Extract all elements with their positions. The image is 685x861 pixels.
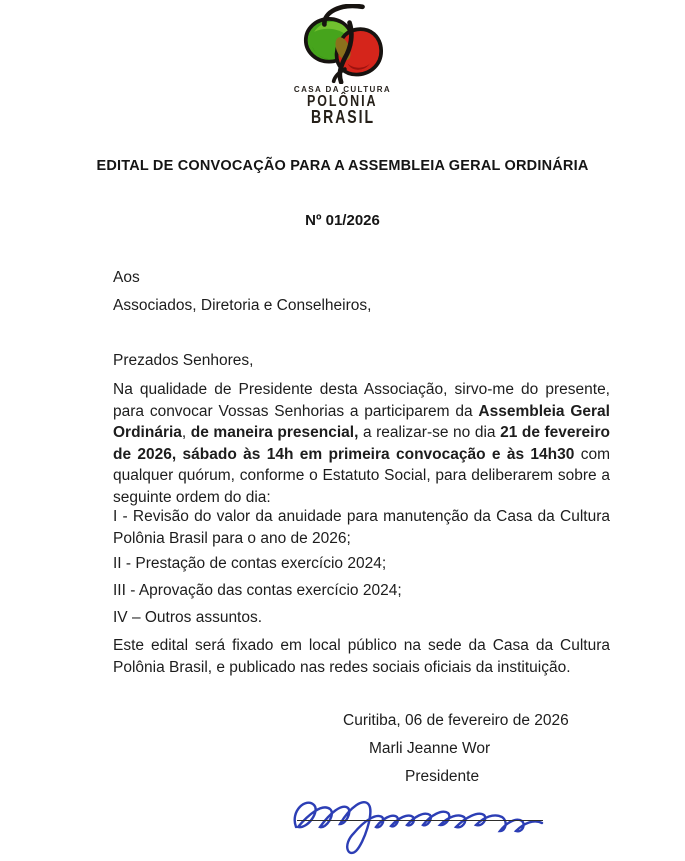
agenda-item-1: I - Revisão do valor da anuidade para manutenção da Casa da Cultura Polônia Brasil para o ano de 2026; [113, 508, 610, 547]
salutation: Prezados Senhores, [113, 352, 254, 369]
text-run: a realizar-se no dia [358, 424, 501, 441]
signer-role: Presidente [405, 768, 480, 785]
closing-paragraph: Este edital será fixado em local público na sede da Casa da Cultura Polônia Brasil, e publicado nas redes sociais oficiais da instituição. [113, 637, 610, 676]
logo [0, 4, 685, 126]
agenda-item-2: II - Prestação de contas exercício 2024; [113, 555, 387, 572]
text-run-bold: 21 de fevereiro de 2026, sábado às 14h em primeira convocação e às 14h30 [113, 424, 610, 463]
logo-name-line2: BRASIL [310, 107, 375, 127]
logo-tagline: CASA DA CULTURA [293, 85, 392, 94]
agenda-item-3: III - Aprovação das contas exercício 2024; [113, 582, 402, 599]
text-run: , [181, 424, 191, 441]
text-run-bold: Assembleia Geral Ordinária [113, 402, 610, 441]
agenda-item-4: IV – Outros assuntos. [113, 609, 263, 626]
logo-fruits-icon [291, 4, 395, 84]
document-title: EDITAL DE CONVOCAÇÃO PARA A ASSEMBLEIA GERAL ORDINÁRIA [96, 158, 589, 174]
text-run: com qualquer quórum, conforme o Estatuto Social, para deliberarem sobre a seguinte ordem do dia: [113, 445, 610, 506]
text-run-bold: de maneira presencial, [190, 424, 359, 441]
place-date: Curitiba, 06 de fevereiro de 2026 [343, 712, 569, 729]
document-number: Nº 01/2026 [305, 212, 380, 229]
recipients-line-2: Associados, Diretoria e Conselheiros, [113, 297, 372, 314]
recipients-line-1: Aos [113, 269, 140, 286]
signature-line [297, 820, 543, 821]
signer-name: Marli Jeanne Wor [369, 740, 491, 757]
text-run: Na qualidade de Presidente desta Associação, sirvo-me do presente, para convocar Vossas Senhorias a participarem da [113, 381, 610, 420]
opening-paragraph [113, 379, 610, 508]
logo-name-line1: POLÔNIA [307, 93, 378, 110]
